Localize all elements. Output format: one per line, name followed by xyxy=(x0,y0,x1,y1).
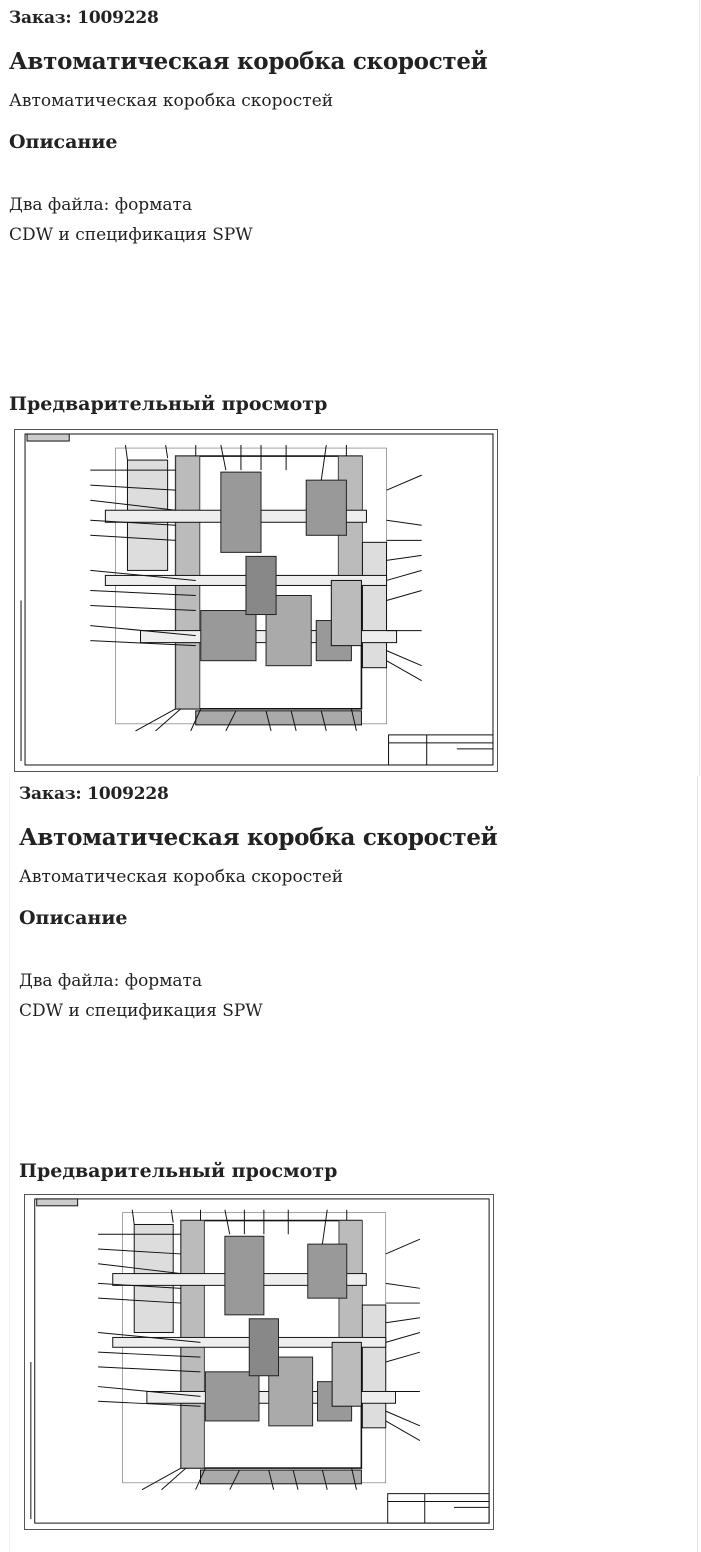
order-block-2 xyxy=(9,776,698,1552)
product-subtitle: Автоматическая коробка скоростей xyxy=(9,91,334,111)
preview-heading: Предварительный просмотр xyxy=(19,1160,338,1182)
description-line-2: CDW и спецификация SPW xyxy=(9,225,253,245)
preview-image[interactable] xyxy=(14,429,498,772)
description-heading: Описание xyxy=(9,131,118,153)
gearbox-drawing-icon xyxy=(25,1195,493,1529)
preview-heading: Предварительный просмотр xyxy=(9,393,328,415)
product-subtitle: Автоматическая коробка скоростей xyxy=(19,867,344,887)
order-number: Заказ: 1009228 xyxy=(19,784,169,804)
order-block-1 xyxy=(0,0,700,776)
product-title: Автоматическая коробка скоростей xyxy=(9,48,488,75)
description-heading: Описание xyxy=(19,907,128,929)
product-title: Автоматическая коробка скоростей xyxy=(19,824,498,851)
preview-image[interactable] xyxy=(24,1194,494,1530)
description-line-1: Два файла: формата xyxy=(9,195,193,215)
order-number: Заказ: 1009228 xyxy=(9,8,159,28)
description-line-2: CDW и спецификация SPW xyxy=(19,1001,263,1021)
description-line-1: Два файла: формата xyxy=(19,971,203,991)
gearbox-drawing-icon xyxy=(15,430,497,771)
